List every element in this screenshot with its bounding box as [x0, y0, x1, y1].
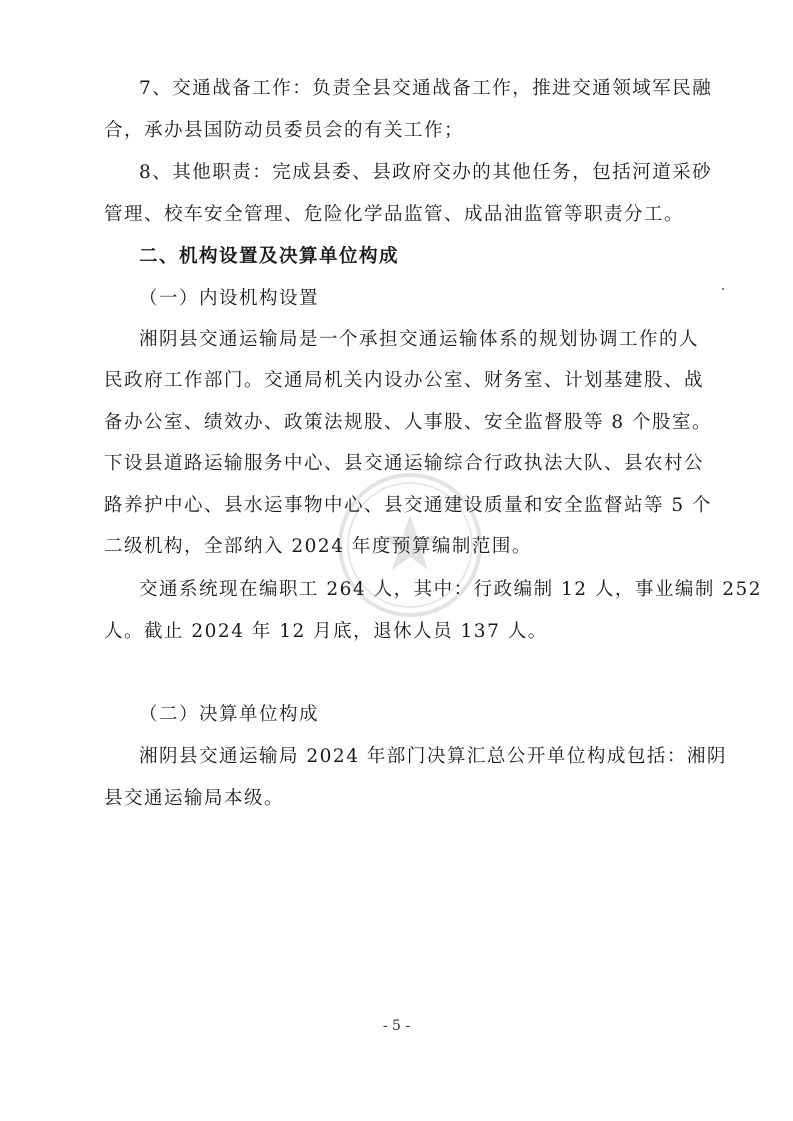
subsection-2-heading: （二）决算单位构成	[139, 704, 320, 725]
unit-paragraph-line-2: 县交通运输局本级。	[104, 788, 285, 809]
paragraph-8-line-2: 管理、校车安全管理、危险化学品监管、成品油监管等职责分工。	[104, 204, 685, 225]
staff-paragraph-line-1: 交通系统现在编职工 264 人，其中：行政编制 12 人，事业编制 252	[139, 579, 763, 600]
org-paragraph-line-4: 下设县道路运输服务中心、县交通运输综合行政执法大队、县农村公	[104, 453, 705, 474]
org-paragraph-line-2: 民政府工作部门。交通局机关内设办公室、财务室、计划基建股、战	[104, 370, 705, 391]
section-2-heading: 二、机构设置及决算单位构成	[139, 246, 400, 267]
org-paragraph-line-1: 湘阴县交通运输局是一个承担交通运输体系的规划协调工作的人	[139, 329, 700, 350]
paragraph-7-line-1: 7、交通战备工作：负责全县交通战备工作，推进交通领域军民融	[139, 78, 713, 99]
org-paragraph-line-3: 备办公室、绩效办、政策法规股、人事股、安全监督股等 8 个股室。	[104, 412, 713, 433]
paragraph-7-line-2: 合，承办县国防动员委员会的有关工作；	[104, 120, 465, 141]
scan-speck	[722, 288, 724, 290]
staff-paragraph-line-2: 人。截止 2024 年 12 月底，退休人员 137 人。	[104, 621, 548, 642]
org-paragraph-line-5: 路养护中心、县水运事物中心、县交通建设质量和安全监督站等 5 个	[104, 495, 713, 516]
unit-paragraph-line-1: 湘阴县交通运输局 2024 年部门决算汇总公开单位构成包括：湘阴	[139, 746, 727, 767]
page-number: - 5 -	[382, 1018, 411, 1034]
subsection-1-heading: （一）内设机构设置	[139, 288, 320, 309]
org-paragraph-line-6: 二级机构，全部纳入 2024 年度预算编制范围。	[104, 536, 532, 557]
paragraph-8-line-1: 8、其他职责：完成县委、县政府交办的其他任务，包括河道采砂	[139, 162, 713, 183]
